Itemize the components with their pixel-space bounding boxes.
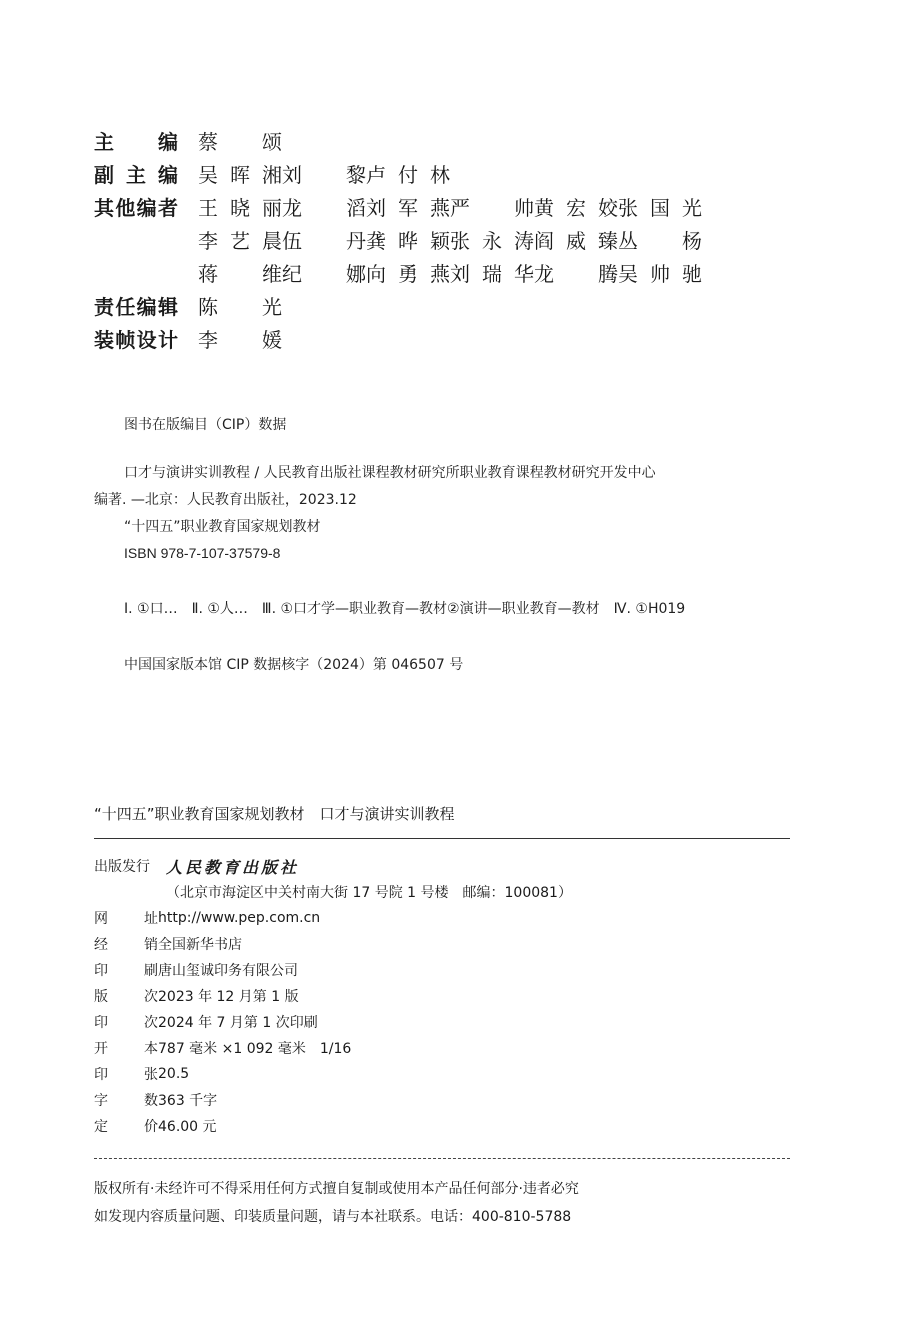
role-label: 副 主 编 — [94, 163, 178, 187]
info-row — [94, 1009, 572, 1035]
info-label: 开 本 — [94, 1041, 158, 1057]
info-row — [94, 983, 572, 1009]
info-label: 字 数 — [94, 1093, 158, 1109]
person-name: 丛 杨 — [618, 229, 702, 253]
info-label: 印 刷 — [94, 963, 158, 979]
info-label: 经 销 — [94, 937, 158, 953]
publisher-logo: 人民教育出版社 — [166, 857, 300, 877]
info-label: 印 次 — [94, 1015, 158, 1031]
person-name: 蒋 维 — [198, 262, 282, 286]
info-row — [94, 1087, 572, 1113]
person-name: 李 艺 晨 — [198, 229, 282, 253]
info-label: 网 址 — [94, 911, 158, 927]
info-row — [94, 957, 572, 983]
info-row — [94, 905, 572, 931]
cip-isbn: ISBN 978-7-107-37579-8 — [124, 545, 281, 561]
info-value: 全国新华书店 — [158, 937, 242, 953]
credit-row-deputy-editor — [94, 157, 702, 190]
credits-block — [94, 124, 702, 355]
cip-classification: Ⅰ. ①口… Ⅱ. ①人… Ⅲ. ①口才学—职业教育—教材②演讲—职业教育—教材 Ⅳ. ①H019 — [124, 601, 686, 617]
info-row — [94, 1113, 572, 1139]
credit-row-designer — [94, 322, 702, 355]
info-value: 唐山玺诚印务有限公司 — [158, 963, 298, 979]
person-name: 阎 威 臻 — [534, 229, 618, 253]
person-name: 刘 黎 — [282, 163, 366, 187]
person-name: 龙 滔 — [282, 196, 366, 220]
divider — [94, 838, 790, 839]
person-name: 刘 瑞 华 — [450, 262, 534, 286]
copyright-notice: 版权所有·未经许可不得采用任何方式擅自复制或使用本产品任何部分·违者必究 — [94, 1181, 579, 1197]
publisher-row — [94, 853, 572, 879]
cip-line-2: 编著. —北京：人民教育出版社，2023.12 — [94, 492, 357, 508]
person-name: 吴 帅 驰 — [618, 262, 702, 286]
info-row — [94, 1035, 572, 1061]
role-label: 其 他 编 者 — [94, 196, 178, 220]
person-name: 黄 宏 姣 — [534, 196, 618, 220]
publication-title: “十四五”职业教育国家规划教材 口才与演讲实训教程 — [94, 805, 455, 823]
cip-series: “十四五”职业教育国家规划教材 — [124, 519, 321, 535]
person-name: 张 永 涛 — [450, 229, 534, 253]
info-value: 20.5 — [158, 1066, 190, 1082]
quality-notice: 如发现内容质量问题、印装质量问题，请与本社联系。电话：400-810-5788 — [94, 1209, 572, 1225]
divider — [94, 1158, 790, 1159]
info-label: 定 价 — [94, 1119, 158, 1135]
info-row — [94, 931, 572, 957]
credit-row-other-editors-3 — [94, 256, 702, 289]
publication-info-table — [94, 853, 572, 1139]
credit-row-responsible-editor — [94, 289, 702, 322]
credit-row-other-editors — [94, 190, 702, 223]
person-name: 伍 丹 — [282, 229, 366, 253]
person-name: 龚 晔 颖 — [366, 229, 450, 253]
info-value: 2024 年 7 月第 1 次印刷 — [158, 1015, 318, 1031]
address-row — [94, 879, 572, 905]
info-label: 版 次 — [94, 989, 158, 1005]
info-value: 2023 年 12 月第 1 版 — [158, 989, 299, 1005]
person-name: 吴 晖 湘 — [198, 163, 282, 187]
website-link[interactable]: http://www.pep.com.cn — [158, 910, 321, 926]
info-value: 787 毫米 ×1 092 毫米 1/16 — [158, 1041, 352, 1057]
cip-check-number: 中国国家版本馆 CIP 数据核字（2024）第 046507 号 — [124, 657, 464, 673]
publisher-label: 出版发行 — [94, 859, 150, 875]
cip-line-1: 口才与演讲实训教程 / 人民教育出版社课程教材研究所职业教育课程教材研究开发中心 — [124, 465, 656, 481]
info-value: 363 千字 — [158, 1093, 218, 1109]
person-name: 张 国 光 — [618, 196, 702, 220]
person-name: 刘 军 燕 — [366, 196, 450, 220]
person-name: 龙 腾 — [534, 262, 618, 286]
person-name: 李 媛 — [198, 328, 282, 352]
role-label: 责 任 编 辑 — [94, 295, 178, 319]
person-name: 严 帅 — [450, 196, 534, 220]
person-name: 陈 光 — [198, 295, 282, 319]
person-name: 卢 付 林 — [366, 163, 450, 187]
credit-row-chief-editor — [94, 124, 702, 157]
publisher-address: （北京市海淀区中关村南大街 17 号院 1 号楼 邮编：100081） — [166, 885, 572, 901]
role-label: 主 编 — [94, 130, 178, 154]
credit-row-other-editors-2 — [94, 223, 702, 256]
cip-title: 图书在版编目（CIP）数据 — [124, 417, 287, 433]
info-label: 印 张 — [94, 1067, 158, 1083]
info-row — [94, 1061, 572, 1087]
role-label: 装 帧 设 计 — [94, 328, 178, 352]
person-name: 蔡 颂 — [198, 130, 282, 154]
person-name: 王 晓 丽 — [198, 196, 282, 220]
info-value: 46.00 元 — [158, 1119, 217, 1135]
person-name: 纪 娜 — [282, 262, 366, 286]
person-name: 向 勇 燕 — [366, 262, 450, 286]
